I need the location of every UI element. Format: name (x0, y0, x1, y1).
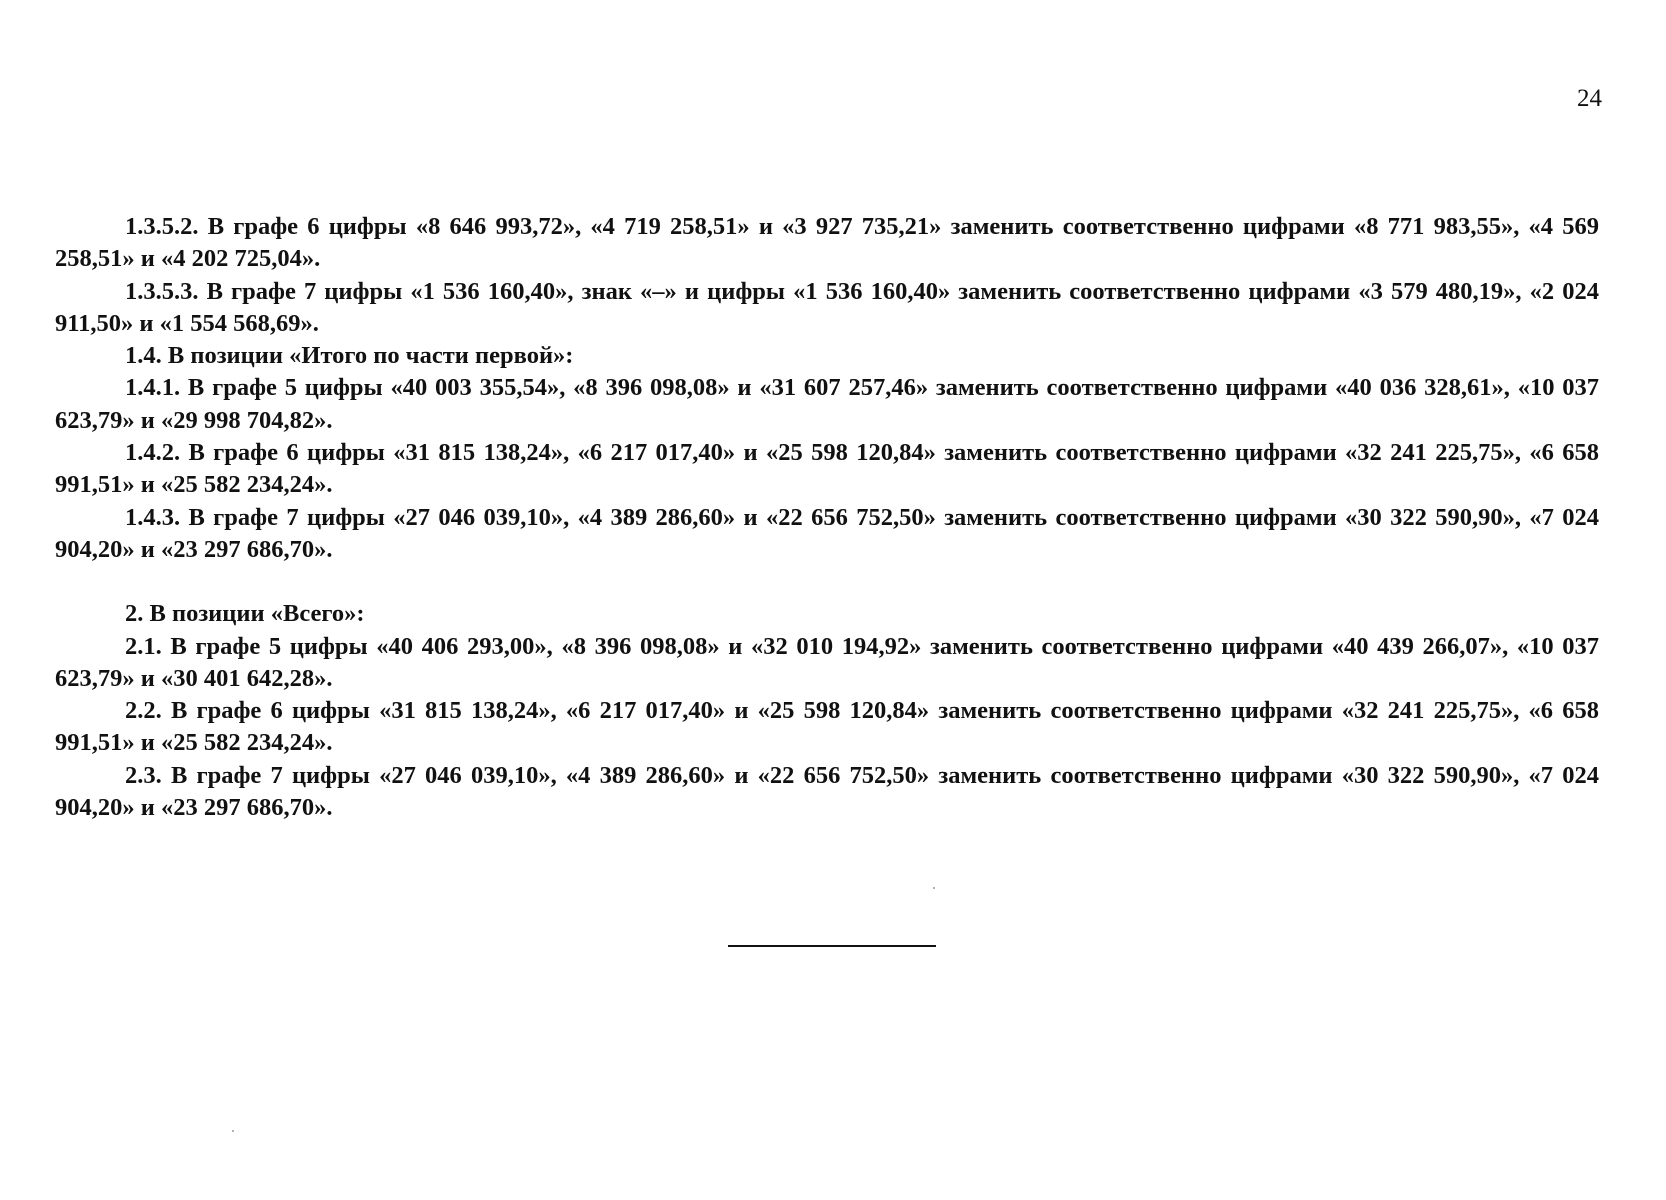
paragraph-2-2: 2.2. В графе 6 цифры «31 815 138,24», «6 217 017,40» и «25 598 120,84» заменить соответственно цифрами «32 241 225,75», «6 658 991,51» и «25 582 234,24». (55, 697, 1599, 757)
scan-speck (933, 887, 935, 889)
end-of-document-rule (728, 945, 936, 947)
document-body (55, 211, 1599, 824)
paragraph-1-3-5-3: 1.3.5.3. В графе 7 цифры «1 536 160,40», знак «–» и цифры «1 536 160,40» заменить соответственно цифрами «3 579 480,19», «2 024 911,50» и «1 554 568,69». (55, 277, 1599, 337)
paragraph-1-4-2: 1.4.2. В графе 6 цифры «31 815 138,24», «6 217 017,40» и «25 598 120,84» заменить соответственно цифрами «32 241 225,75», «6 658 991,51» и «25 582 234,24». (55, 439, 1599, 499)
paragraph-1-4-3: 1.4.3. В графе 7 цифры «27 046 039,10», «4 389 286,60» и «22 656 752,50» заменить соответственно цифрами «30 322 590,90», «7 024 904,20» и «23 297 686,70». (55, 503, 1599, 563)
paragraph-2-3: 2.3. В графе 7 цифры «27 046 039,10», «4 389 286,60» и «22 656 752,50» заменить соответственно цифрами «30 322 590,90», «7 024 904,20» и «23 297 686,70». (55, 761, 1599, 822)
paragraph-1-4-1: 1.4.1. В графе 5 цифры «40 003 355,54», «8 396 098,08» и «31 607 257,46» заменить соответственно цифрами «40 036 328,61», «10 037 623,79» и «29 998 704,82». (55, 374, 1599, 434)
paragraph-2: 2. В позиции «Всего»: (125, 600, 365, 628)
page-number: 24 (1577, 85, 1602, 112)
scan-speck (232, 1130, 234, 1132)
paragraph-1-3-5-2: 1.3.5.2. В графе 6 цифры «8 646 993,72», «4 719 258,51» и «3 927 735,21» заменить соответственно цифрами «8 771 983,55», «4 569 258,51» и «4 202 725,04». (55, 213, 1599, 273)
paragraph-2-1: 2.1. В графе 5 цифры «40 406 293,00», «8 396 098,08» и «32 010 194,92» заменить соответственно цифрами «40 439 266,07», «10 037 623,79» и «30 401 642,28». (55, 632, 1599, 692)
paragraph-1-4: 1.4. В позиции «Итого по части первой»: (125, 342, 574, 370)
